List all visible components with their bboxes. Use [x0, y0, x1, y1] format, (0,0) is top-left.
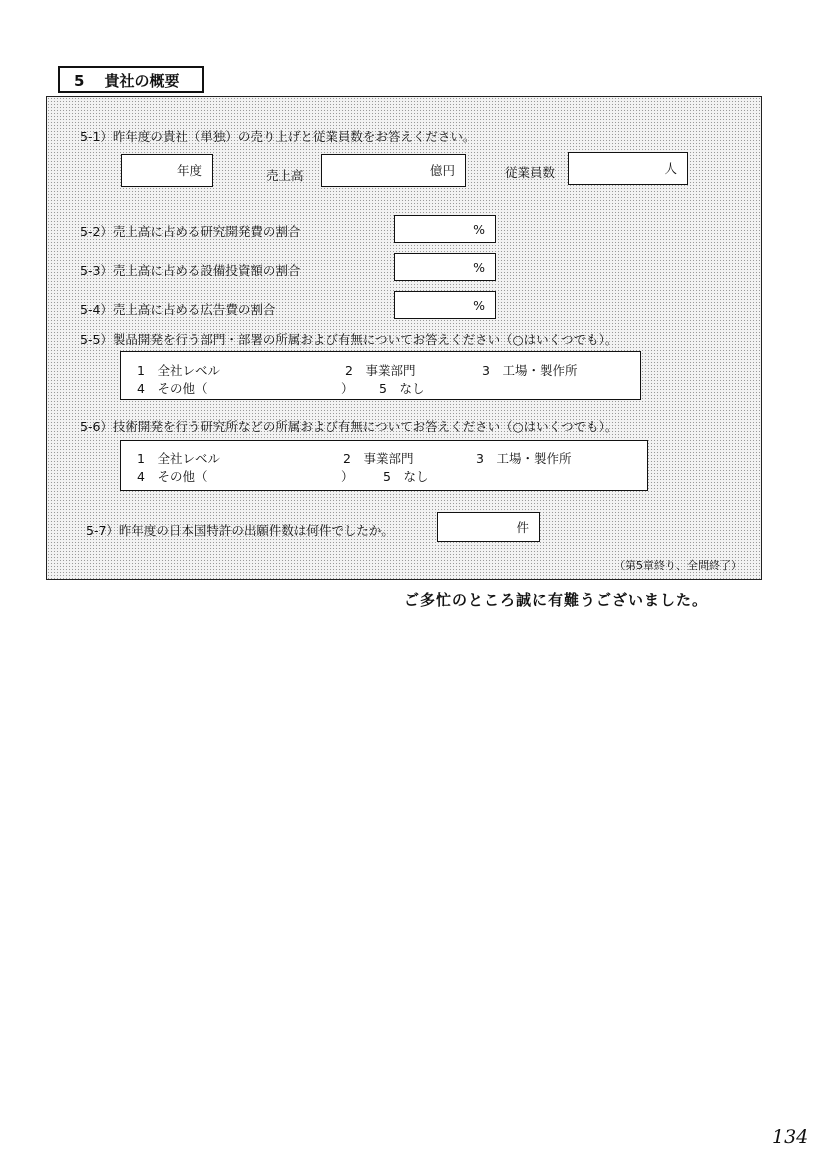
q6-option-2[interactable]: 2 事業部門	[343, 451, 414, 466]
q5-option-5[interactable]: 5 なし	[379, 381, 425, 396]
section-number: 5	[74, 72, 85, 90]
ad-ratio-unit: %	[473, 298, 485, 313]
question-5-3: 5-3）売上高に占める設備投資額の割合	[80, 263, 301, 278]
employees-unit: 人	[664, 161, 677, 176]
question-5-6: 5-6）技術開発を行う研究所などの所属および有無についてお答えください（○はいくつでも）。	[80, 419, 618, 434]
q6-option-4[interactable]: 4 その他（	[137, 469, 208, 484]
ad-ratio-input[interactable]	[394, 291, 496, 319]
employees-label: 従業員数	[505, 165, 556, 180]
rd-ratio-input[interactable]	[394, 215, 496, 243]
patent-count-input[interactable]	[437, 512, 540, 542]
year-unit: 年度	[176, 163, 202, 178]
thanks-message: ご多忙のところ誠に有難うございました。	[404, 591, 709, 609]
q5-option-2[interactable]: 2 事業部門	[345, 363, 416, 378]
q5-option-1[interactable]: 1 全社レベル	[137, 363, 220, 378]
q6-option-3[interactable]: 3 工場・製作所	[476, 451, 572, 466]
end-note: （第5章終り、全問終了）	[614, 559, 742, 572]
q6-option-1[interactable]: 1 全社レベル	[137, 451, 220, 466]
section-title	[58, 66, 204, 93]
question-5-7: 5-7）昨年度の日本国特許の出願件数は何件でしたか。	[86, 523, 394, 538]
question-5-5: 5-5）製品開発を行う部門・部署の所属および有無についてお答えください（○はいくつでも）。	[80, 332, 618, 347]
patent-count-unit: 件	[516, 520, 529, 535]
section-title-text: 貴社の概要	[104, 72, 180, 90]
q6-options-box	[120, 440, 648, 491]
capex-ratio-unit: %	[473, 260, 485, 275]
sales-unit: 億円	[429, 163, 455, 178]
employees-input[interactable]	[568, 152, 688, 185]
question-5-2: 5-2）売上高に占める研究開発費の割合	[80, 224, 301, 239]
rd-ratio-unit: %	[473, 222, 485, 237]
year-input[interactable]	[121, 154, 213, 187]
q5-option-4[interactable]: 4 その他（	[137, 381, 208, 396]
question-5-4: 5-4）売上高に占める広告費の割合	[80, 302, 276, 317]
q6-option-4-close: ）	[341, 469, 354, 484]
page-number: 134	[772, 1126, 809, 1148]
q5-options-box	[120, 351, 641, 400]
q5-option-3[interactable]: 3 工場・製作所	[482, 363, 578, 378]
sales-label: 売上高	[266, 168, 304, 183]
sales-input[interactable]	[321, 154, 466, 187]
q6-option-5[interactable]: 5 なし	[383, 469, 429, 484]
question-5-1: 5-1）昨年度の貴社（単独）の売り上げと従業員数をお答えください。	[80, 129, 476, 144]
q5-option-4-close: ）	[341, 381, 354, 396]
capex-ratio-input[interactable]	[394, 253, 496, 281]
